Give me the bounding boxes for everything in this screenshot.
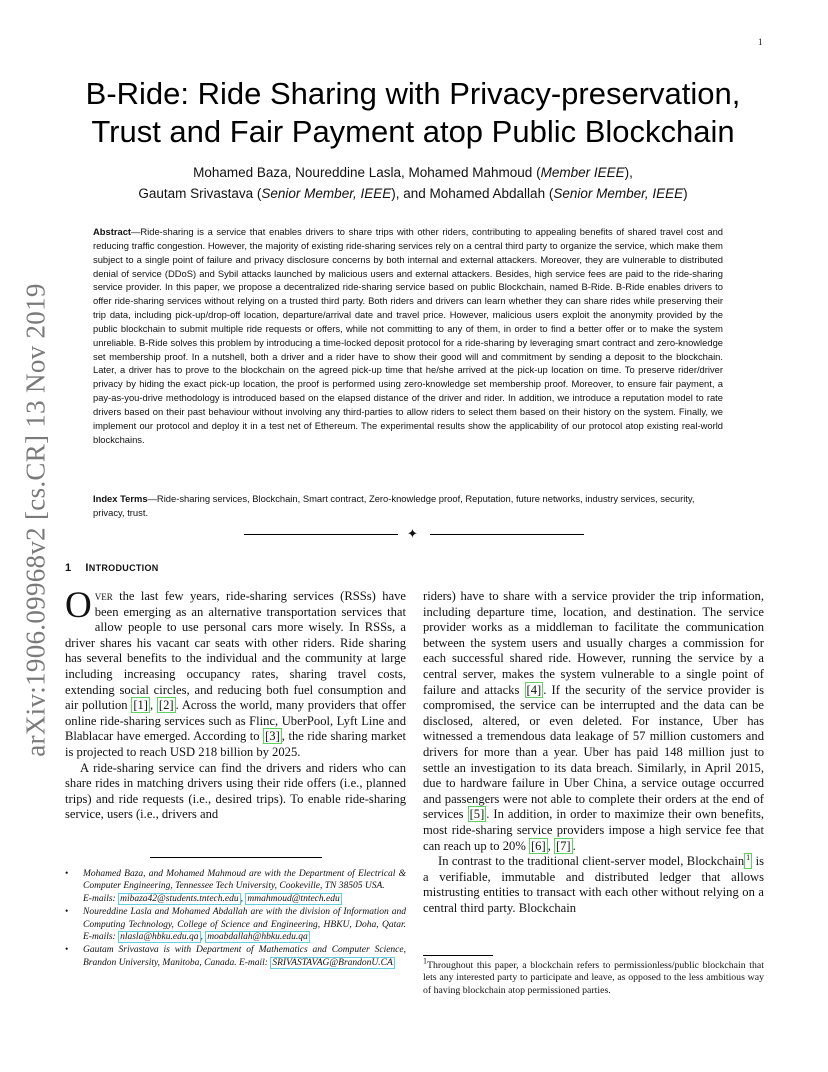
divider-diamond-icon: ✦ xyxy=(407,526,418,541)
author-line-1: Mohamed Baza, Noureddine Lasla, Mohamed Mahmoud (Member IEEE), xyxy=(193,165,633,180)
divider-bar-left xyxy=(244,534,398,535)
footnote-affiliation-2: • Noureddine Lasla and Mohamed Abdallah are with the division of Information and Computing Technology, College of Science and Engineering, HBKU, Doha, Qatar. E-mails: nlasla@hbku.edu.qa , moabdallah@hbku.edu.qa xyxy=(65,907,406,943)
footnote-1-mark: 1 xyxy=(423,956,427,966)
footnote-rule-left xyxy=(150,857,322,858)
citation-5[interactable]: [5] xyxy=(469,807,485,822)
citation-7[interactable]: [7] xyxy=(555,838,571,853)
right-column xyxy=(423,589,764,916)
bullet-icon: • xyxy=(65,907,69,918)
intro-paragraph-1: Over the last few years, ride-sharing services (RSSs) have been emerging as an alternative transportation services that allow people to use personal cars more wisely. In RSSs, a driver shares his vacant car seats with other riders. Ride sharing has several benefits to the individual and the community at large including increasing occupancy rates, sharing travel costs, extending social circles, and reducing both fuel consumption and air pollution [1] , [2] . Across the world, many providers that offer online ride-sharing services such as Flinc, UberPool, Lyft Line and Blablacar have emerged. According to [3] , the ride sharing market is projected to reach USD 218 billion by 2025. xyxy=(65,585,407,759)
abstract-text: —Ride-sharing is a service that enables drivers to share trips with other riders, contributing to appealing benefits of shared travel cost and reducing traffic congestion. However, the majority of existing ride-sharing services rely on a central third party to organize the service, which make them subject to a single point of failure and privacy disclosure concerns by both internal and external attackers. Moreover, they are vulnerable to distributed denial of service (DDoS) and Sybil attacks launched by malicious users and external attackers. Besides, high service fees are paid to the ride-sharing service provider. In this paper, we propose a decentralized ride-sharing service based on public Blockchain, named B-Ride. B-Ride enables drivers to offer ride-sharing services without relying on a trusted third party. Both riders and drivers can learn whether they can share rides while preserving their trip data, including pick-up/drop-off location, departure/arrival date and travel price. However, malicious users exploit the anonymity provided by the public blockchain to submit multiple ride requests or offers, while not committing to any of them, in order to find a better offer or to make the system unreliable. B-Ride solves this problem by introducing a time-locked deposit protocol for a ride-sharing by leveraging smart contract and zero-knowledge set membership proof. In a nutshell, both a driver and a rider have to show their good will and commitment by sending a deposit to the blockchain. Later, a driver has to prove to the blockchain on the agreed pick-up time that he/she arrived at the pick-up location on time. To preserve rider/driver privacy by hiding the exact pick-up location, the proof is performed using zero-knowledge set membership proof. Moreover, to ensure fair payment, a pay-as-you-drive methodology is introduced based on the elapsed distance of the driver and rider. In addition, we introduce a reputation model to rate drivers based on their past behaviour without involving any third-parties to allow riders to select them based on their history on the system. Finally, we implement our protocol and deploy it in a test net of Ethereum. The experimental results show the applicability of our protocol atop existing real-world blockchains. xyxy=(93,226,723,445)
citation-1[interactable]: [1] xyxy=(133,698,148,713)
divider-bar-right xyxy=(430,534,584,535)
author-footnotes xyxy=(65,868,406,969)
bullet-icon: • xyxy=(65,869,69,879)
index-terms xyxy=(93,492,723,520)
arxiv-identifier: arXiv:1906.09968v2 [cs.CR] 13 Nov 2019 xyxy=(20,283,51,757)
citation-2[interactable]: [2] xyxy=(158,698,174,713)
citation-4[interactable]: [4] xyxy=(526,682,542,697)
section-title-first: I xyxy=(85,562,89,574)
section-heading xyxy=(65,562,159,574)
abstract-label: Abstract xyxy=(93,226,132,237)
footnote-1-text: Throughout this paper, a blockchain refers to permissionless/public blockchain that lets any interested party to participate and leave, as opposed to the less ambitious way of having blockchain atop permissioned parties. xyxy=(423,960,764,996)
email-link-2[interactable]: mmahmoud@tntech.edu xyxy=(247,893,340,904)
citation-6[interactable]: [6] xyxy=(530,838,546,853)
citation-3[interactable]: [3] xyxy=(265,729,280,744)
author-line-2: Gautam Srivastava (Senior Member, IEEE), and Mohamed Abdallah (Senior Member, IEEE) xyxy=(138,186,688,201)
footnote-rule-right xyxy=(423,955,493,956)
title-line-1: B-Ride: Ride Sharing with Privacy-preservation, xyxy=(85,76,741,111)
dropcap: O xyxy=(65,585,92,626)
email-link-5[interactable]: SRIVASTAVAG@BrandonU.CA xyxy=(272,957,393,968)
email-link-1[interactable]: mibaza42@students.tntech.edu xyxy=(120,893,239,904)
section-title-rest: NTRODUCTION xyxy=(88,563,159,573)
footnote-affiliation-3: • Gautam Srivastava is with Department of Mathematics and Computer Science, Brandon University, Manitoba, Canada. E-mail: SRIVASTAVAG@BrandonU.CA xyxy=(65,945,406,968)
section-divider xyxy=(244,528,584,542)
intro-paragraph-4: In contrast to the traditional client-server model, Blockchain $^1$ is a verifiable, immutable and distributed ledger that allows mistrusting entities to transact with each other without relying on a central third party. Blockchain xyxy=(423,852,764,915)
author-list xyxy=(60,162,766,204)
intro-paragraph-2: A ride-sharing service can find the drivers and riders who can share rides in matching drivers using their ride offers (i.e., planned trips) and ride requests (i.e., desired trips). To enable ride-sharing service, users (i.e., drivers and xyxy=(65,760,406,822)
section-number: 1 xyxy=(65,562,72,574)
bullet-icon: • xyxy=(65,945,69,956)
page-number: 1 xyxy=(758,37,763,47)
footnote-affiliation-1: • Mohamed Baza, and Mohamed Mahmoud are with the Department of Electrical & Computer Engineering, Tennessee Tech University, Cookeville, TN 38505 USA. E-mails: mibaza42@students.tntech.edu , mmahmoud@tntech.edu xyxy=(65,869,406,904)
index-terms-label: Index Terms xyxy=(93,493,148,504)
index-terms-text: —Ride-sharing services, Blockchain, Smart contract, Zero-knowledge proof, Reputation, future networks, industry services, security, privacy, trust. xyxy=(93,493,695,518)
email-link-4[interactable]: moabdallah@hbku.edu.qa xyxy=(207,932,308,943)
email-link-3[interactable]: nlasla@hbku.edu.qa xyxy=(120,932,199,943)
left-column xyxy=(65,585,407,823)
intro-paragraph-3: riders) have to share with a service provider the trip information, including departure time, location, and destination. The service provider works as a middleman to facilitate the communication between the system users and usually charges a commission for each successful shared ride. However, running the service by a central server, makes the system vulnerable to a single point of failure and attacks [4] . If the security of the service provider is compromised, the service can be interrupted and the data can be disclosed, altered, or even deleted. For instance, Uber has witnessed a tremendous data leakage of 57 million customers and drivers for more than a year. Uber has paid 148 million just to settle an investigation to its data breach. Similarly, in April 2015, due to hardware failure in Uber China, a service outage occurred and passengers were not able to complete their orders at the end of services [5] . In addition, in order to maximize their own benefits, most ride-sharing service providers impose a high service fee that can reach up to 20% [6] , [7] . xyxy=(423,589,764,853)
title-line-2: Trust and Fair Payment atop Public Blockchain xyxy=(91,114,735,149)
footnote-mark-1[interactable]: 1 xyxy=(744,853,752,869)
footnote-1 xyxy=(423,956,764,997)
paper-title xyxy=(60,75,766,151)
abstract xyxy=(93,225,723,447)
